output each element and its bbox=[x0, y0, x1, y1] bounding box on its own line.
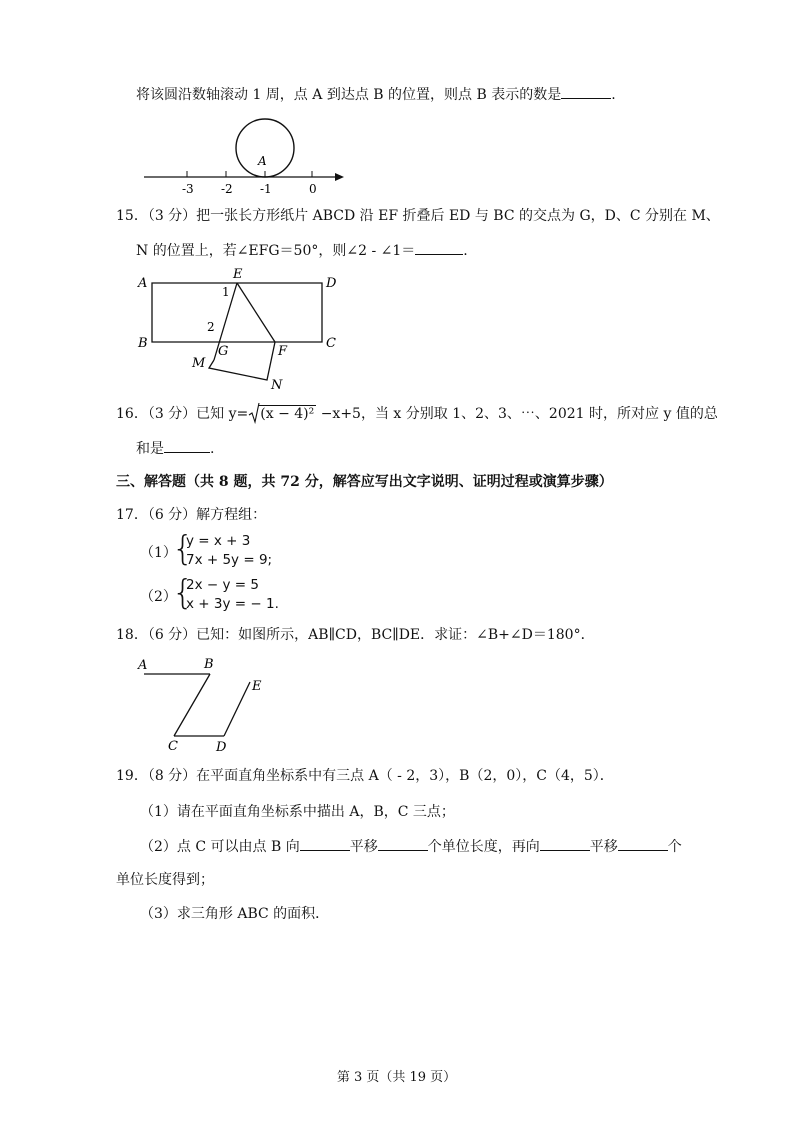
label-d: D bbox=[216, 740, 227, 755]
label-a: A bbox=[138, 276, 148, 291]
system2-eq2 bbox=[186, 596, 279, 612]
q19-p2-text-a: （2）点 C 可以由点 B 向 bbox=[140, 839, 300, 855]
brace-icon: { bbox=[172, 529, 194, 569]
label-e: E bbox=[233, 267, 243, 282]
system1-eq2-text: 7x + 5y = 9 bbox=[186, 552, 268, 568]
system2-end: . bbox=[274, 596, 279, 612]
label-a: A bbox=[138, 658, 148, 673]
q14-period: . bbox=[611, 87, 616, 103]
q19-part3: （3）求三角形 ABC 的面积． bbox=[140, 906, 330, 922]
q17-title: 17．（6 分）解方程组： bbox=[116, 507, 267, 523]
q14-text bbox=[136, 84, 616, 105]
q16-line1 bbox=[116, 404, 718, 424]
equation-system-1 bbox=[172, 529, 312, 572]
system1-eq2 bbox=[186, 552, 272, 568]
direction-blank-1[interactable] bbox=[300, 836, 350, 851]
fold-line-ef bbox=[237, 283, 275, 342]
q19-p2-text-d: 平移 bbox=[589, 839, 618, 855]
radicand: (x − 4)² bbox=[260, 406, 315, 422]
q19-p2-text-e: 个 bbox=[667, 839, 682, 855]
q14-sentence: 将该圆沿数轴滚动 1 周，点 A 到达点 B 的位置，则点 B 表示的数是 bbox=[136, 87, 562, 103]
label-c: C bbox=[326, 336, 336, 351]
system2-eq2-text: x + 3y = − 1 bbox=[186, 596, 275, 612]
q15-answer-blank[interactable] bbox=[415, 240, 463, 255]
rectangle-right-part bbox=[237, 283, 322, 342]
q15-line1: 15．（3 分）把一张长方形纸片 ABCD 沿 EF 折叠后 ED 与 BC 的交点为 G，D、C 分别在 M、 bbox=[116, 208, 720, 224]
segment-bc bbox=[174, 674, 210, 736]
tick-label: -2 bbox=[221, 182, 233, 195]
point-a-label: A bbox=[258, 154, 267, 168]
q17-part1-label: （1） bbox=[140, 545, 177, 561]
label-c: C bbox=[168, 739, 178, 754]
label-b: B bbox=[204, 657, 214, 672]
page-footer: 第 3 页（共 19 页） bbox=[336, 1070, 457, 1085]
system1-eq1: y = x + 3 bbox=[186, 533, 251, 549]
tick-label: 0 bbox=[309, 182, 317, 195]
q16-answer-blank[interactable] bbox=[164, 438, 210, 453]
radical-sign-icon bbox=[248, 402, 260, 424]
label-g: G bbox=[218, 344, 229, 359]
q15-condition: N 的位置上，若∠EFG＝50°，则∠2 - ∠1＝ bbox=[136, 243, 416, 259]
axis-arrow bbox=[335, 173, 344, 181]
tick-label: -1 bbox=[260, 182, 272, 195]
square-root bbox=[248, 404, 316, 424]
angle-1-label: 1 bbox=[222, 285, 230, 299]
section-3-heading: 三、解答题（共 8 题，共 72 分，解答应写出文字说明、证明过程或演算步骤） bbox=[116, 474, 613, 490]
q18-text: 18．（6 分）已知：如图所示，AB∥CD，BC∥DE．求证：∠B+∠D＝180°． bbox=[116, 627, 595, 643]
rolling-circle bbox=[236, 119, 294, 177]
q16-intro: 16．（3 分）已知 y= bbox=[116, 406, 249, 422]
q19-part2-line2: 单位长度得到； bbox=[116, 872, 214, 888]
q19-p2-text-c: 个单位长度，再向 bbox=[427, 839, 540, 855]
brace-icon: { bbox=[172, 573, 194, 613]
q19-title: 19．（8 分）在平面直角坐标系中有三点 A（ - 2，3），B（2，0），C（4，5）． bbox=[116, 768, 614, 784]
label-d: D bbox=[326, 276, 337, 291]
q19-p2-text-b: 平移 bbox=[349, 839, 378, 855]
segment-de bbox=[224, 682, 250, 736]
distance-blank-2[interactable] bbox=[618, 836, 668, 851]
q15-line2 bbox=[136, 240, 468, 261]
q16-period: . bbox=[210, 441, 215, 457]
q16-sum-text: 和是 bbox=[136, 441, 164, 457]
label-m: M bbox=[192, 356, 206, 371]
q16-line2 bbox=[136, 438, 214, 459]
distance-blank-1[interactable] bbox=[378, 836, 428, 851]
direction-blank-2[interactable] bbox=[540, 836, 590, 851]
q14-answer-blank[interactable] bbox=[561, 84, 611, 99]
q15-period: . bbox=[463, 243, 468, 259]
q16-rest: −x+5，当 x 分别取 1、2、3、⋯、2021 时，所对应 y 值的总 bbox=[316, 406, 718, 422]
q19-part2 bbox=[140, 836, 682, 857]
equation-system-2 bbox=[172, 573, 312, 616]
q19-part1: （1）请在平面直角坐标系中描出 A，B，C 三点； bbox=[140, 804, 455, 820]
label-n: N bbox=[271, 378, 283, 393]
q14-number-line-figure bbox=[130, 115, 360, 195]
angle-2-label: 2 bbox=[207, 320, 215, 334]
label-f: F bbox=[278, 344, 288, 359]
q18-parallel-figure bbox=[130, 652, 280, 757]
label-b: B bbox=[138, 336, 148, 351]
system2-eq1: 2x − y = 5 bbox=[186, 577, 259, 593]
system1-end: ; bbox=[267, 552, 273, 568]
tick-label: -3 bbox=[182, 182, 194, 195]
label-e: E bbox=[252, 679, 262, 694]
q17-part2-label: （2） bbox=[140, 589, 177, 605]
q15-fold-figure bbox=[130, 265, 360, 395]
